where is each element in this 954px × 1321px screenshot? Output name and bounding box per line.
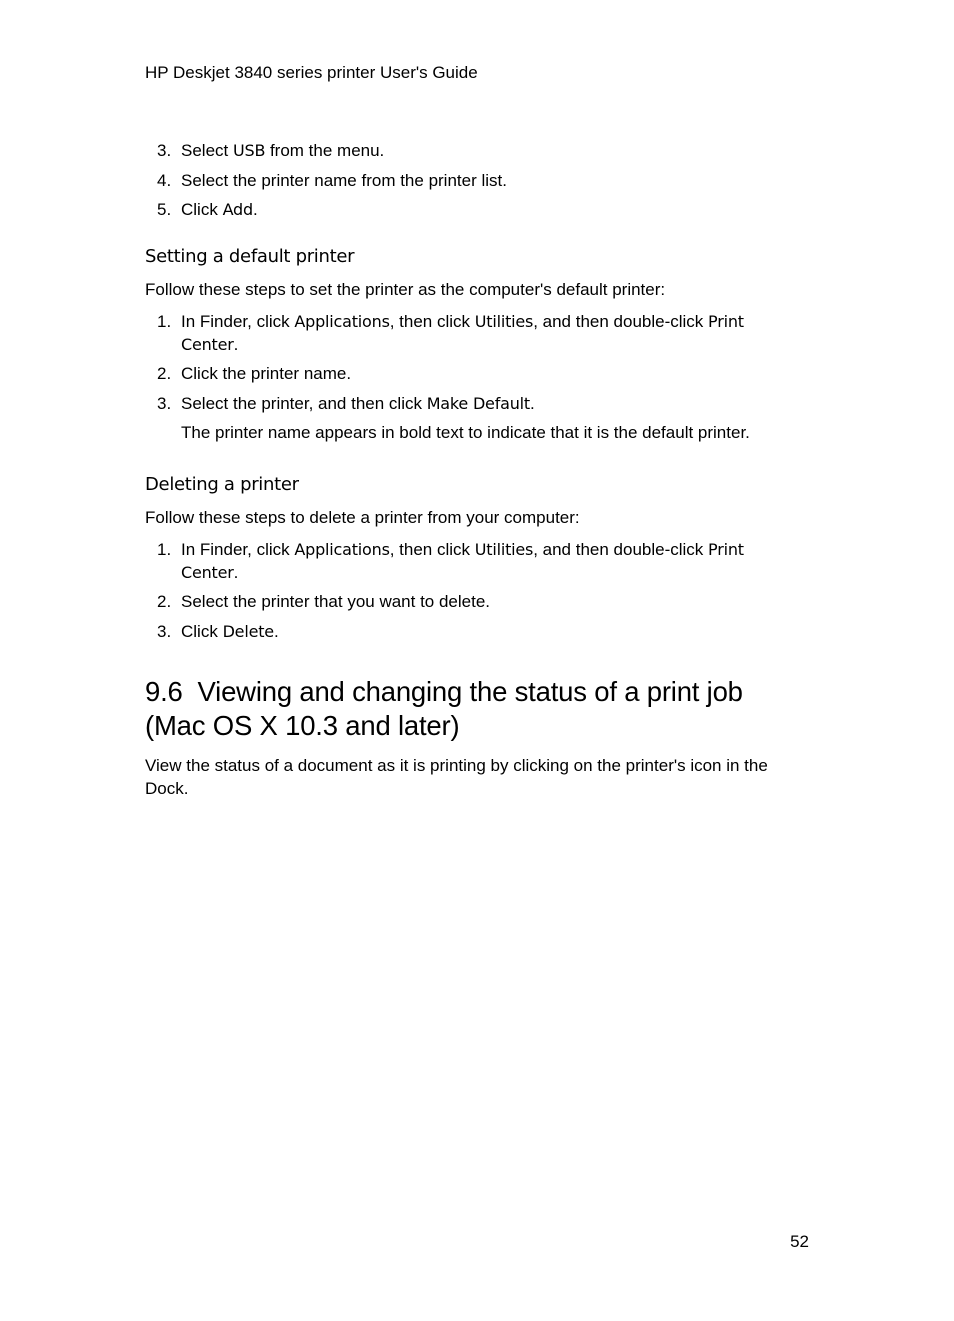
- page-number: 52: [790, 1232, 809, 1251]
- step-number: 1.: [157, 312, 172, 331]
- ui-term-print: Print: [708, 540, 744, 559]
- list-item: [145, 539, 825, 584]
- step-text: Select the printer, and then click: [181, 393, 427, 413]
- step-text: , and then double-click: [533, 312, 709, 331]
- ui-term-make-default: Make Default: [426, 393, 530, 413]
- step-number: 2.: [157, 592, 172, 611]
- list-item: [145, 311, 825, 356]
- list-item: [145, 393, 825, 416]
- step-text: .: [233, 562, 239, 582]
- ui-term-utilities: Utilities: [474, 312, 534, 331]
- list-item: [145, 363, 825, 386]
- step-number: 4.: [157, 170, 172, 190]
- step-number: 2.: [157, 364, 172, 383]
- heading-default-printer: Setting a default printer: [145, 245, 355, 267]
- default-printer-note: The printer name appears in bold text to indicate that it is the default printer.: [181, 423, 750, 442]
- ui-term-center: Center: [181, 562, 234, 582]
- heading-line: (Mac OS X 10.3 and later): [145, 710, 460, 741]
- list-item: [145, 199, 825, 222]
- ui-term-applications: Applications: [294, 312, 390, 331]
- ui-term-center: Center: [181, 334, 234, 354]
- ui-term-add: Add: [222, 200, 253, 219]
- step-number: 3.: [157, 621, 172, 641]
- step-text: Click the printer name.: [181, 364, 352, 383]
- step-number: 3.: [157, 141, 172, 160]
- step-text: In Finder, click: [181, 312, 295, 331]
- delete-printer-steps: [145, 539, 825, 643]
- step-text: .: [252, 200, 258, 219]
- step-text: Select the printer name from the printer list.: [181, 170, 507, 190]
- step-text: .: [530, 393, 535, 413]
- list-item: [145, 140, 825, 163]
- intro-steps: [145, 140, 825, 222]
- step-text: , then click: [389, 312, 475, 331]
- body-line: Dock.: [145, 778, 189, 798]
- body-line: View the status of a document as it is printing by clicking on the printer's icon in the: [145, 756, 768, 775]
- step-text: from the menu.: [265, 141, 385, 160]
- step-text: .: [273, 621, 279, 641]
- section-9-6-body: [145, 755, 825, 800]
- step-text: In Finder, click: [181, 540, 295, 559]
- default-printer-intro: Follow these steps to set the printer as the computer's default printer:: [145, 279, 666, 299]
- heading-section-9-6: [145, 675, 825, 743]
- ui-term-print: Print: [708, 312, 744, 331]
- step-text: Select the printer that you want to delete.: [181, 592, 491, 611]
- step-number: 5.: [157, 200, 172, 219]
- delete-printer-intro: Follow these steps to delete a printer from your computer:: [145, 507, 580, 527]
- list-item: [145, 170, 825, 193]
- step-text: Click: [181, 621, 223, 641]
- step-text: .: [233, 334, 239, 354]
- ui-term-usb: USB: [232, 141, 266, 160]
- ui-term-utilities: Utilities: [474, 540, 534, 559]
- step-number: 1.: [157, 540, 172, 559]
- step-text: Select: [181, 141, 233, 160]
- step-text: Click: [181, 200, 223, 219]
- step-number: 3.: [157, 393, 172, 413]
- heading-line: 9.6 Viewing and changing the status of a print job: [145, 676, 743, 707]
- ui-term-applications: Applications: [294, 540, 390, 559]
- ui-term-delete: Delete: [222, 621, 274, 641]
- heading-deleting-printer: Deleting a printer: [145, 473, 299, 495]
- list-item: [145, 591, 825, 614]
- default-printer-steps: [145, 311, 825, 415]
- running-header: HP Deskjet 3840 series printer User's Guide: [145, 63, 478, 82]
- step-text: , then click: [389, 540, 475, 559]
- list-item: [145, 621, 825, 644]
- page-content: [145, 140, 825, 800]
- step-text: , and then double-click: [533, 540, 709, 559]
